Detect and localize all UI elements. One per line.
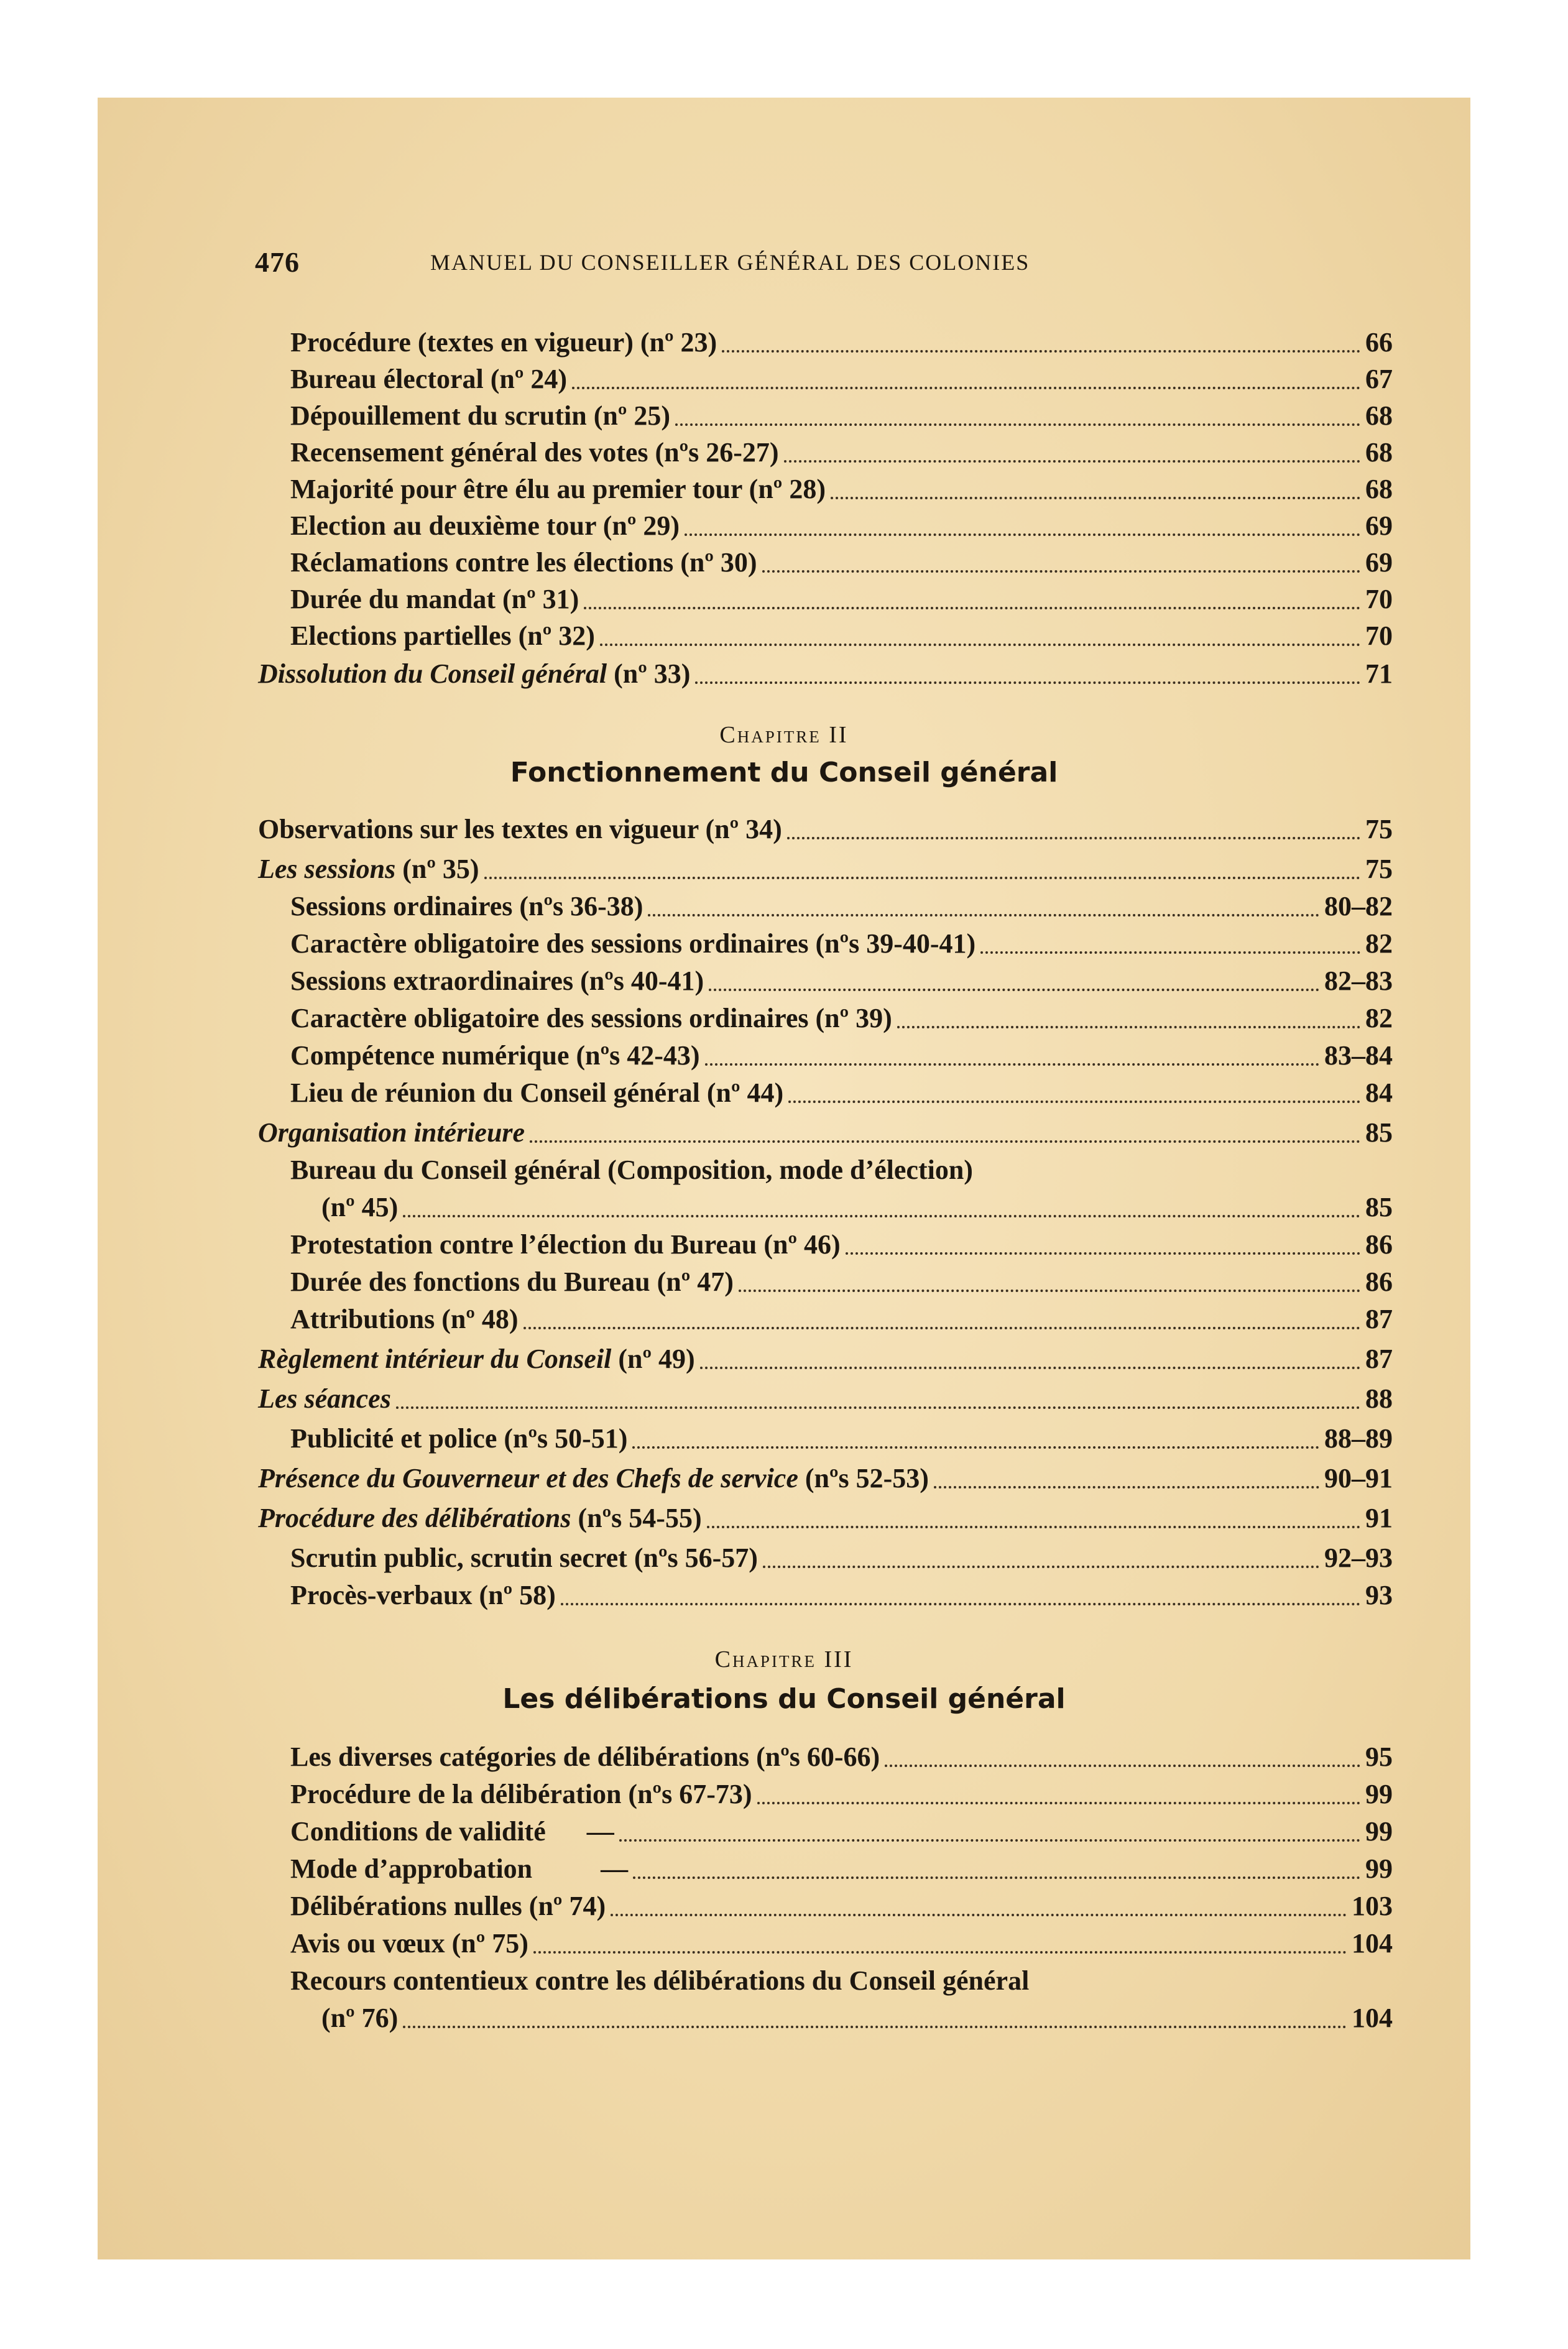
toc-entry bbox=[258, 1500, 1393, 1536]
toc-entry bbox=[290, 471, 1393, 507]
toc-entry-page: 70 bbox=[1365, 584, 1393, 614]
toc-entry-page: 95 bbox=[1365, 1742, 1393, 1772]
toc-entry bbox=[290, 581, 1393, 617]
leader-dots bbox=[897, 1026, 1360, 1028]
toc-entry bbox=[258, 656, 1393, 692]
toc-entry-label: Dépouillement du scrutin (nº 25) bbox=[290, 400, 670, 431]
toc-entry-page: 71 bbox=[1365, 658, 1393, 689]
toc-entry-page: 86 bbox=[1365, 1229, 1393, 1260]
toc-entry bbox=[258, 811, 1393, 847]
toc-entry bbox=[290, 361, 1393, 397]
leader-dots bbox=[403, 1215, 1360, 1217]
leader-dots bbox=[700, 1367, 1360, 1369]
leader-dots bbox=[600, 644, 1360, 646]
toc-entry-label: Procédure (textes en vigueur) (nº 23) bbox=[290, 327, 717, 358]
toc-entry-ref: (nº 49) bbox=[611, 1344, 695, 1374]
toc-entry-page: 70 bbox=[1365, 621, 1393, 651]
leader-dots bbox=[788, 1101, 1360, 1103]
toc-entry bbox=[290, 1776, 1393, 1812]
toc-entry-page: 85 bbox=[1365, 1192, 1393, 1222]
toc-entry-page: 68 bbox=[1365, 437, 1393, 468]
toc-entry-label: Compétence numérique (nºs 42-43) bbox=[290, 1040, 700, 1071]
leader-dots bbox=[611, 1914, 1347, 1916]
toc-entry-label bbox=[258, 656, 690, 692]
toc-entry bbox=[290, 618, 1393, 654]
toc-entry bbox=[290, 1888, 1393, 1924]
toc-entry bbox=[258, 851, 1393, 887]
toc-entry-first-line: Recours contentieux contre les délibérations du Conseil général bbox=[290, 1965, 1030, 1996]
toc-entry-label: (nº 45) bbox=[321, 1192, 399, 1222]
leader-dots bbox=[763, 1566, 1319, 1568]
toc-entry bbox=[290, 1577, 1393, 1613]
toc-entry-page: 92–93 bbox=[1324, 1543, 1393, 1573]
toc-entry bbox=[290, 1814, 1393, 1850]
toc-entry-page: 93 bbox=[1365, 1580, 1393, 1610]
leader-dots bbox=[784, 460, 1360, 463]
leader-dots bbox=[831, 497, 1360, 499]
leader-dots bbox=[980, 951, 1360, 954]
running-title: MANUEL DU CONSEILLER GÉNÉRAL DES COLONIES bbox=[430, 250, 1030, 275]
toc-entry-page: 69 bbox=[1365, 547, 1393, 578]
toc-entry-first-line: Bureau du Conseil général (Composition, mode d’élection) bbox=[290, 1155, 973, 1185]
toc-entry-label: Caractère obligatoire des sessions ordinaires (nºs 39-40-41) bbox=[290, 928, 976, 959]
leader-dots bbox=[523, 1327, 1360, 1329]
toc-entry-page: 88–89 bbox=[1324, 1423, 1393, 1454]
toc-entry-italic-label: Dissolution du Conseil général bbox=[258, 658, 607, 689]
toc-entry bbox=[258, 1115, 1393, 1151]
toc-entry-label bbox=[258, 1381, 391, 1417]
leader-dots bbox=[675, 423, 1360, 426]
leader-dots bbox=[619, 1839, 1360, 1842]
toc-entry bbox=[258, 1341, 1393, 1377]
leader-dots bbox=[530, 1140, 1360, 1143]
toc-entry-label: (nº 76) bbox=[321, 2003, 399, 2033]
toc-entry bbox=[290, 1926, 1393, 1962]
toc-entry-label: Durée du mandat (nº 31) bbox=[290, 584, 579, 614]
toc-entry bbox=[290, 1038, 1393, 1074]
toc-entry-label: Attributions (nº 48) bbox=[290, 1304, 519, 1334]
toc-entry-label: Majorité pour être élu au premier tour (nº 28) bbox=[290, 474, 826, 504]
leader-dots bbox=[787, 837, 1360, 839]
toc-entry-label: Lieu de réunion du Conseil général (nº 44) bbox=[290, 1078, 784, 1108]
toc-entry-label bbox=[258, 851, 479, 887]
toc-entry-page: 66 bbox=[1365, 327, 1393, 358]
leader-dots bbox=[533, 1951, 1347, 1954]
leader-dots bbox=[484, 877, 1360, 879]
toc-entry-label: Bureau électoral (nº 24) bbox=[290, 364, 568, 394]
toc-entry bbox=[321, 2000, 1393, 2036]
toc-entry-label: Election au deuxième tour (nº 29) bbox=[290, 510, 680, 541]
leader-dots bbox=[695, 681, 1360, 684]
toc-entry-page: 85 bbox=[1365, 1117, 1393, 1148]
toc-entry-italic-label: Les sessions bbox=[258, 854, 396, 884]
toc-entry-page: 83–84 bbox=[1324, 1040, 1393, 1071]
toc-entry bbox=[290, 1301, 1393, 1337]
leader-dots bbox=[722, 350, 1360, 353]
toc-entry-label: Protestation contre l’élection du Bureau (nº 46) bbox=[290, 1229, 841, 1260]
toc-entry-label: Conditions de validité — bbox=[290, 1816, 614, 1847]
toc-entry-page: 86 bbox=[1365, 1267, 1393, 1297]
leader-dots bbox=[403, 2026, 1347, 2028]
chapter-title: Les délibérations du Conseil général bbox=[502, 1683, 1066, 1715]
toc-entry-label: Sessions extraordinaires (nºs 40-41) bbox=[290, 966, 704, 996]
leader-dots bbox=[632, 1446, 1319, 1449]
toc-entry bbox=[290, 1540, 1393, 1576]
leader-dots bbox=[846, 1252, 1360, 1255]
toc-entry-page: 87 bbox=[1365, 1344, 1393, 1374]
toc-entry-label: Scrutin public, scrutin secret (nºs 56-57) bbox=[290, 1543, 758, 1573]
toc-entry-label: Les diverses catégories de délibérations (nºs 60-66) bbox=[290, 1742, 880, 1772]
toc-entry-page: 80–82 bbox=[1324, 891, 1393, 921]
toc-entry-label: Délibérations nulles (nº 74) bbox=[290, 1891, 606, 1921]
toc-entry bbox=[290, 888, 1393, 925]
toc-entry-page: 75 bbox=[1365, 854, 1393, 884]
toc-entry bbox=[290, 398, 1393, 434]
toc-entry-italic-label: Organisation intérieure bbox=[258, 1117, 525, 1148]
toc-entry bbox=[290, 508, 1393, 544]
document-page bbox=[98, 98, 1470, 2259]
toc-entry bbox=[290, 545, 1393, 581]
toc-entry-label: Sessions ordinaires (nºs 36-38) bbox=[290, 891, 643, 921]
page-number: 476 bbox=[255, 246, 300, 278]
leader-dots bbox=[934, 1486, 1319, 1488]
toc-entry-page: 99 bbox=[1365, 1816, 1393, 1847]
toc-entry-label: Procès-verbaux (nº 58) bbox=[290, 1580, 556, 1610]
toc-entry-label: Procédure de la délibération (nºs 67-73) bbox=[290, 1779, 752, 1809]
toc-entry-page: 67 bbox=[1365, 364, 1393, 394]
toc-entry-page: 68 bbox=[1365, 400, 1393, 431]
running-head bbox=[98, 246, 1470, 283]
leader-dots bbox=[762, 570, 1360, 573]
toc-entry-page: 88 bbox=[1365, 1383, 1393, 1414]
toc-entry-page: 69 bbox=[1365, 510, 1393, 541]
toc-entry-ref: (nºs 54-55) bbox=[571, 1503, 702, 1533]
toc-entry-page: 104 bbox=[1352, 2003, 1393, 2033]
toc-entry-label: Elections partielles (nº 32) bbox=[290, 621, 595, 651]
leader-dots bbox=[584, 607, 1360, 609]
toc-entry-page: 75 bbox=[1365, 814, 1393, 844]
toc-entry bbox=[258, 1461, 1393, 1497]
toc-entry bbox=[290, 1421, 1393, 1457]
chapter-label: Chapitre III bbox=[714, 1646, 854, 1673]
toc-entry-page: 103 bbox=[1352, 1891, 1393, 1921]
toc-entry-label bbox=[258, 1461, 929, 1497]
toc-entry-label: Durée des fonctions du Bureau (nº 47) bbox=[290, 1267, 734, 1297]
toc-entry-ref: (nºs 52-53) bbox=[798, 1463, 929, 1493]
leader-dots bbox=[705, 1063, 1319, 1066]
leader-dots bbox=[572, 387, 1360, 389]
leader-dots bbox=[739, 1290, 1360, 1292]
toc-entry bbox=[321, 1189, 1393, 1225]
toc-entry-label: Réclamations contre les élections (nº 30) bbox=[290, 547, 757, 578]
toc-entry-label: Caractère obligatoire des sessions ordinaires (nº 39) bbox=[290, 1003, 892, 1033]
toc-entry-page: 90–91 bbox=[1324, 1463, 1393, 1493]
leader-dots bbox=[685, 533, 1360, 536]
toc-entry-label: Mode d’approbation — bbox=[290, 1853, 629, 1884]
chapter-label: Chapitre II bbox=[719, 722, 849, 748]
toc-entry-page: 82–83 bbox=[1324, 966, 1393, 996]
toc-entry-label bbox=[258, 1115, 525, 1151]
toc-entry-page: 82 bbox=[1365, 1003, 1393, 1033]
toc-entry-page: 68 bbox=[1365, 474, 1393, 504]
toc-entry bbox=[258, 1381, 1393, 1417]
toc-entry bbox=[290, 1075, 1393, 1111]
toc-entry-label bbox=[258, 1500, 702, 1536]
toc-entry-page: 99 bbox=[1365, 1779, 1393, 1809]
toc-entry-italic-label: Les séances bbox=[258, 1383, 391, 1414]
toc-entry bbox=[290, 435, 1393, 471]
toc-entry-label: Recensement général des votes (nºs 26-27) bbox=[290, 437, 779, 468]
toc-entry-label: Avis ou vœux (nº 75) bbox=[290, 1928, 528, 1959]
toc-entry bbox=[290, 1264, 1393, 1300]
toc-entry-ref: (nº 35) bbox=[395, 854, 479, 884]
toc-entry-page: 104 bbox=[1352, 1928, 1393, 1959]
leader-dots bbox=[757, 1802, 1361, 1804]
leader-dots bbox=[633, 1876, 1360, 1879]
toc-entry-label bbox=[258, 1341, 695, 1377]
toc-entry-label: Publicité et police (nºs 50-51) bbox=[290, 1423, 628, 1454]
toc-entry-ref: (nº 33) bbox=[607, 658, 691, 689]
leader-dots bbox=[396, 1406, 1360, 1409]
chapter-title: Fonctionnement du Conseil général bbox=[510, 757, 1058, 788]
toc-entry bbox=[290, 1227, 1393, 1263]
leader-dots bbox=[561, 1603, 1360, 1605]
toc-entry bbox=[290, 1851, 1393, 1887]
toc-entry-page: 84 bbox=[1365, 1078, 1393, 1108]
leader-dots bbox=[709, 989, 1319, 991]
toc-entry bbox=[290, 1739, 1393, 1775]
toc-entry-label: Observations sur les textes en vigueur (nº 34) bbox=[258, 814, 782, 844]
toc-entry bbox=[290, 963, 1393, 999]
leader-dots bbox=[707, 1526, 1360, 1528]
toc-entry-page: 91 bbox=[1365, 1503, 1393, 1533]
toc-entry-page: 87 bbox=[1365, 1304, 1393, 1334]
toc-entry bbox=[290, 926, 1393, 962]
toc-entry-italic-label: Présence du Gouverneur et des Chefs de service bbox=[258, 1463, 798, 1493]
leader-dots bbox=[885, 1765, 1360, 1767]
leader-dots bbox=[648, 914, 1319, 916]
toc-entry bbox=[290, 1000, 1393, 1036]
toc-entry-page: 82 bbox=[1365, 928, 1393, 959]
toc-entry-page: 99 bbox=[1365, 1853, 1393, 1884]
toc-entry-italic-label: Procédure des délibérations bbox=[258, 1503, 571, 1533]
toc-entry bbox=[290, 325, 1393, 361]
toc-entry-italic-label: Règlement intérieur du Conseil bbox=[258, 1344, 612, 1374]
